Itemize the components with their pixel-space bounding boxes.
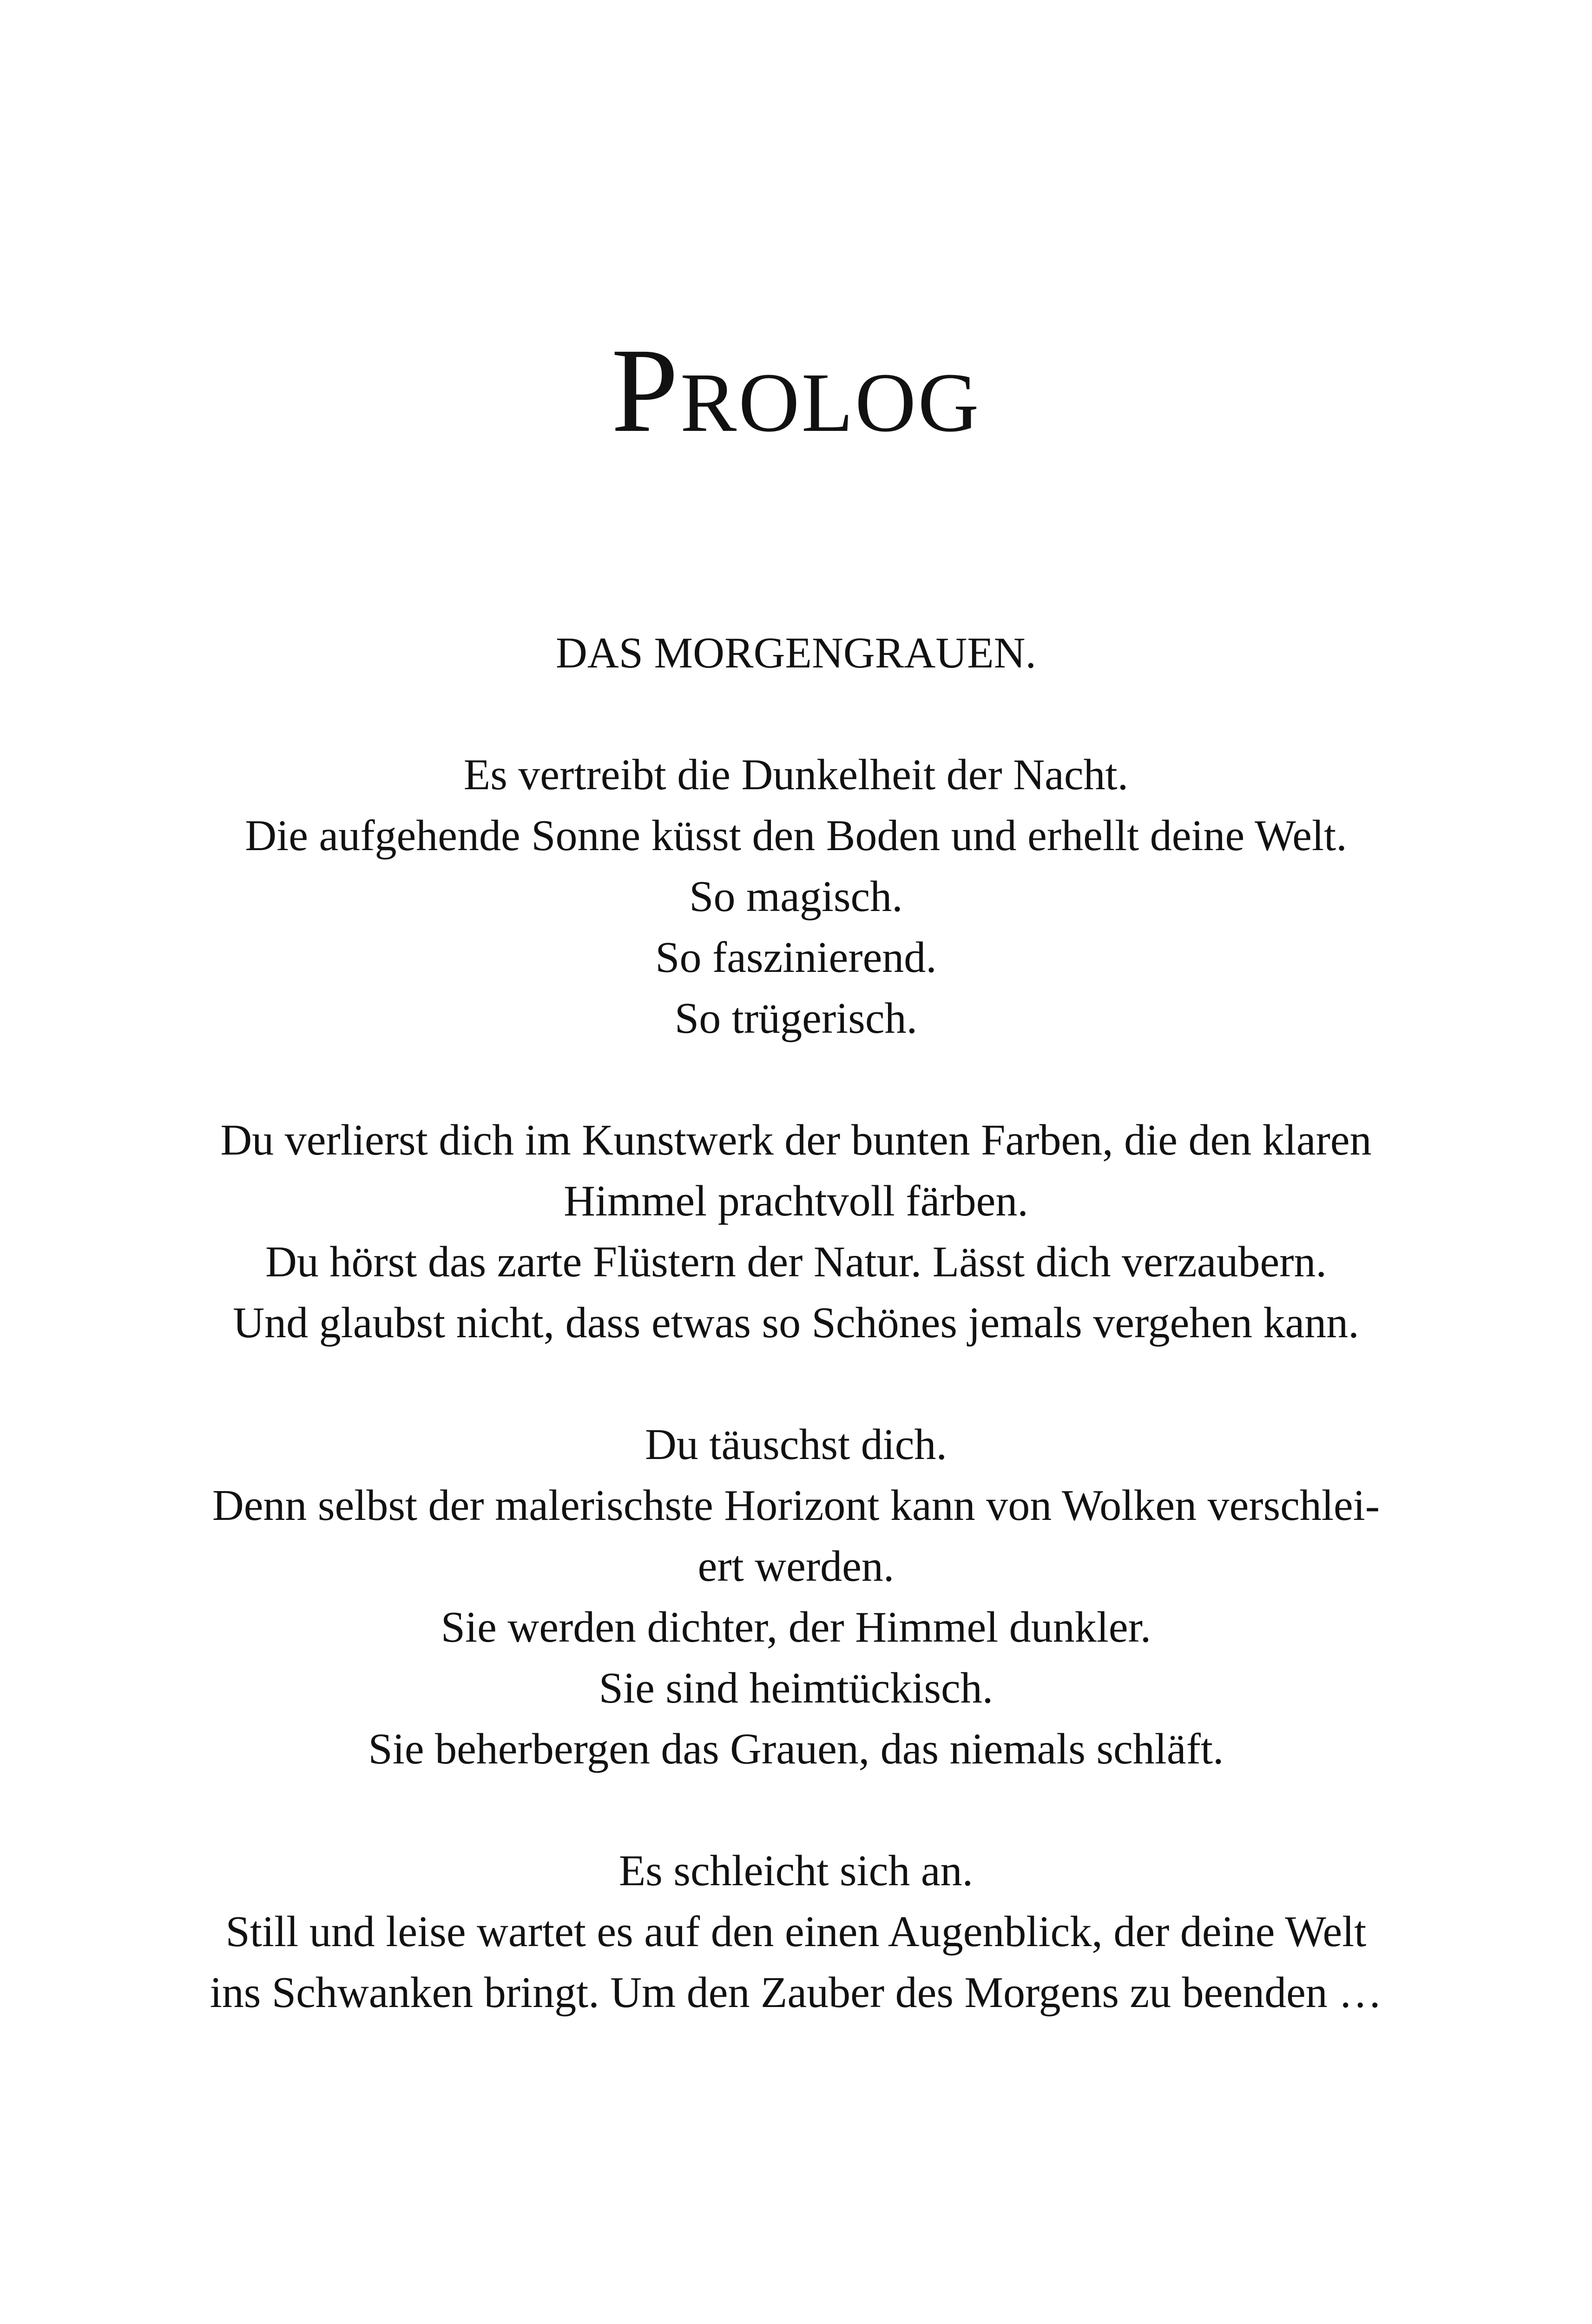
- text-line: Still und leise wartet es auf den einen Augenblick, der deine Welt: [225, 1908, 1367, 1956]
- text-line: ins Schwanken bringt. Um den Zauber des Morgens zu beenden …: [210, 1968, 1382, 2017]
- text-line: Denn selbst der malerischste Horizont kann von Wolken verschlei-: [212, 1481, 1380, 1530]
- text-line: ert werden.: [697, 1542, 895, 1591]
- text-line: Es vertreibt die Dunkelheit der Nacht.: [463, 751, 1129, 799]
- text-line: Und glaubst nicht, dass etwas so Schönes jemals vergehen kann.: [233, 1299, 1359, 1347]
- text-line: So trügerisch.: [674, 994, 918, 1043]
- stanza-4: [177, 1841, 1415, 2023]
- text-line: So magisch.: [689, 872, 903, 921]
- chapter-title: Prolog: [611, 324, 981, 457]
- text-line: Du verlierst dich im Kunstwerk der bunten Farben, die den klaren: [220, 1116, 1372, 1164]
- text-line: Sie beherbergen das Grauen, das niemals schläft.: [368, 1725, 1224, 1773]
- stanza-2: [177, 1110, 1415, 1353]
- text-line: Es schleicht sich an.: [618, 1847, 974, 1895]
- stanza-1: [177, 745, 1415, 1049]
- text-line: Du täuschst dich.: [645, 1420, 947, 1469]
- stanza-3: [177, 1414, 1415, 1780]
- prologue-heading: DAS MORGENGRAUEN.: [555, 629, 1037, 677]
- text-line: Sie sind heimtückisch.: [599, 1664, 993, 1712]
- text-line: Himmel prachtvoll färben.: [564, 1177, 1028, 1225]
- text-line: Die aufgehende Sonne küsst den Boden und erhellt deine Welt.: [245, 812, 1347, 860]
- text-line: Sie werden dichter, der Himmel dunkler.: [441, 1603, 1151, 1651]
- text-line: So faszinierend.: [655, 933, 937, 982]
- prologue-text: [177, 623, 1415, 2023]
- text-line: Du hörst das zarte Flüstern der Natur. Lässt dich verzaubern.: [265, 1238, 1327, 1286]
